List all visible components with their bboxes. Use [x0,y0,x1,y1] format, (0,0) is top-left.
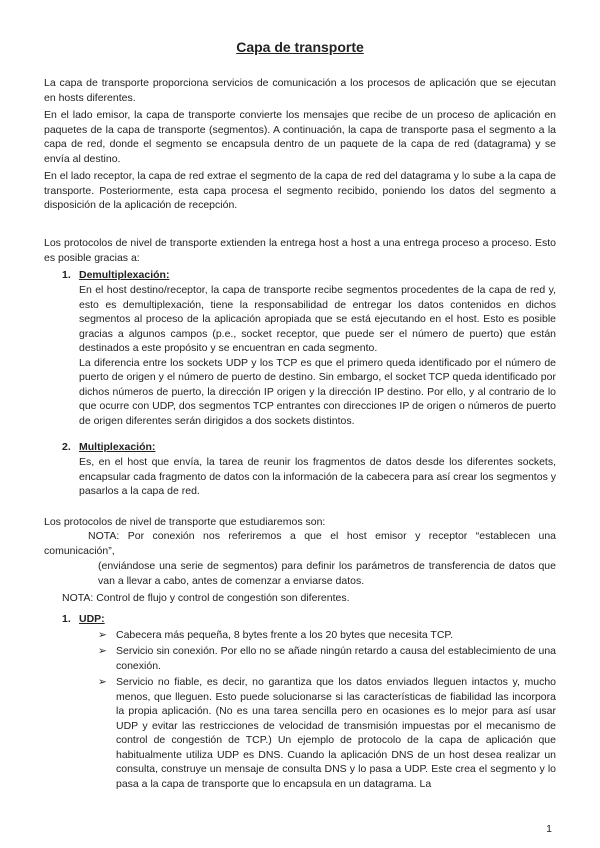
section-heading-udp: UDP: [79,613,105,625]
demultiplexacion-body [79,283,556,428]
list-item-number: 1. [62,269,71,281]
protocols-intro: Los protocolos de nivel de transporte extienden la entrega host a host a una entrega proceso a proceso. Esto es posible gracias a: [44,237,556,264]
udp-bullet: Servicio sin conexión. Por ello no se añade ningún retardo a causa del establecimiento de una conexión. [116,645,556,672]
body-paragraph: En el host destino/receptor, la capa de transporte recibe segmentos procedentes de la capa de red y, esto es demultiplexación, tiene la responsabilidad de entregar los datos contenidos en dichos segmentos al proceso de la aplicación apropiada que se está ejecutando en el host. Esto es posible gracias a algunos campos (p.e., socket receptor, que puede ser el número de puerto) que están destinados a este propósito y se encuentran en cada segmento. [79,284,556,354]
intro-paragraph: En el lado receptor, la capa de red extrae el segmento de la capa de red del datagrama y lo sube a la capa de transporte. Posteriormente, esta capa procesa el segmento recibido, poniendo los datos del segmento a disposición de la aplicación de recepción. [44,170,556,211]
section-heading-multiplexacion: Multiplexación: [79,441,156,453]
section-heading-demultiplexacion: Demultiplexación: [79,269,170,281]
note-connection: NOTA: Por conexión nos referiremos a que el host emisor y receptor “establecen una comunicación”, [44,530,556,557]
body-paragraph: Es, en el host que envía, la tarea de reunir los fragmentos de datos desde los diferentes sockets, encapsular cada fragmento de datos con la información de la cabecera para así crear los segmentos y pasarlos a la capa de red. [79,456,556,497]
multiplexacion-body [79,455,556,499]
udp-bullet: Cabecera más pequeña, 8 bytes frente a los 20 bytes que necesita TCP. [116,629,453,641]
body-paragraph: La diferencia entre los sockets UDP y los TCP es que el primero queda identificado por el número de puerto de origen y el número de puerto de destino. Sin embargo, el socket TCP queda identificado por dichos números de puerto, la dirección IP origen y la dirección IP destino. Por ello, y al contrario de lo que ocurre con UDP, dos segmentos TCP entrantes con direcciones IP de origen o números de puerto de origen diferentes serán dirigidos a dos sockets distintos. [79,356,556,427]
note-flow-control: NOTA: Control de flujo y control de congestión son diferentes. [62,592,350,604]
intro-paragraph: La capa de transporte proporciona servicios de comunicación a los procesos de aplicación que se ejecutan en hosts diferentes. [44,77,556,104]
arrow-bullet-icon: ➢ [98,645,107,657]
note-connection-continued: (enviándose una serie de segmentos) para definir los parámetros de transferencia de datos que van a llevar a cabo, antes de comenzar a enviarse datos. [98,560,556,587]
arrow-bullet-icon: ➢ [98,676,107,688]
udp-bullet: Servicio no fiable, es decir, no garantiza que los datos enviados lleguen intactos y, mucho menos, que lleguen. Esto puede solucionarse si las características de fiabilidad las incorpora la propia aplicación. (No es una tarea sencilla pero en ocasiones es lo mejor para así usar UDP y evitar las restricciones de velocidad de transmisión impuestas por el mecanismo de control de congestión de TCP.) Un ejemplo de protocolo de la capa de aplicación que habitualmente utiliza UDP es DNS. Cuando la aplicación DNS de un host desea realizar un consulta, construye un mensaje de consulta DNS y lo pasa a UDP. Este crea el segmento y lo pasa a la capa de transporte que lo encapsula en un datagrama. La [116,676,556,790]
studied-intro: Los protocolos de nivel de transporte que estudiaremos son: [44,516,326,528]
intro-paragraph: En el lado emisor, la capa de transporte convierte los mensajes que recibe de un proceso de aplicación en paquetes de la capa de transporte (segmentos). A continuación, la capa de transporte pasa el segmento a la capa de red, donde el segmento se encapsula dentro de un paquete de la capa de red (datagrama) y se envía al destino. [44,109,556,165]
intro-section [44,76,556,213]
page-title: Capa de transporte [236,39,364,55]
list-item-number: 1. [62,613,71,625]
page-number: 1 [546,823,552,835]
arrow-bullet-icon: ➢ [98,629,107,641]
list-item-number: 2. [62,441,71,453]
